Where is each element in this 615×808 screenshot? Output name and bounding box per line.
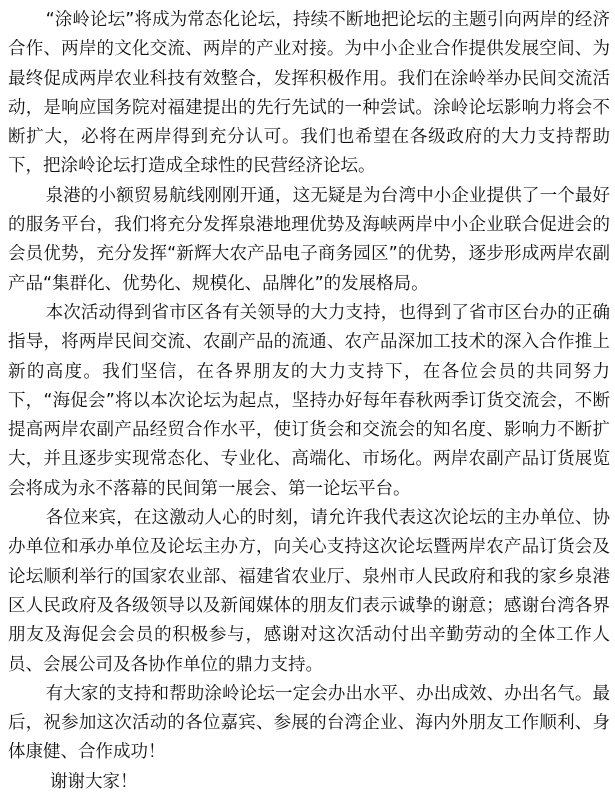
document-body — [8, 6, 610, 797]
paragraph-event-support: 本次活动得到省市区各有关领导的大力支持，也得到了省市区台办的正确指导，将两岸民间交流、农副产品的流通、农产品深加工技术的深入合作推上新的高度。我们坚信，在各界朋友的大力支持下，在各位会员的共同努力下，“海促会”将以本次论坛为起点，坚持办好每年春秋两季订货交流会，不断提高两岸农副产品经贸合作水平，使订货会和交流会的知名度、影响力不断扩大，并且逐步实现常态化、专业化、高端化、市场化。两岸农副产品订货展览会将成为永不落幕的民间第一展会、第一论坛平台。 — [8, 302, 610, 499]
closing-thanks: 谢谢大家！ — [50, 771, 138, 792]
paragraph-closing-wishes: 有大家的支持和帮助涂岭论坛一定会办出水平、办出成效、办出名气。最后，祝参加这次活动的各位嘉宾、参展的台湾企业、海内外朋友工作顺利、身体康健、合作成功！ — [8, 683, 610, 763]
paragraph-acknowledgements: 各位来宾，在这激动人心的时刻，请允许我代表这次论坛的主办单位、协办单位和承办单位及论坛主办方，向关心支持这次论坛暨两岸农产品订货会及论坛顺利举行的国家农业部、福建省农业厅、泉州市人民政府和我的家乡泉港区人民政府及各级领导以及新闻媒体的朋友们表示诚挚的谢意；感谢台湾各界朋友及海促会会员的积极参与，感谢对这次活动付出辛勤劳动的全体工作人员、会展公司及各协作单位的鼎力支持。 — [8, 508, 610, 675]
paragraph-trade-route: 泉港的小额贸易航线刚刚开通，这无疑是为台湾中小企业提供了一个最好的服务平台，我们将充分发挥泉港地理优势及海峡两岸中小企业联合促进会的会员优势，充分发挥“新辉大农产品电子商务园区”的优势，逐步形成两岸农副产品“集群化、优势化、规模化、品牌化”的发展格局。 — [8, 185, 610, 294]
paragraph-forum-vision: “涂岭论坛”将成为常态化论坛，持续不断地把论坛的主题引向两岸的经济合作、两岸的文化交流、两岸的产业对接。为中小企业合作提供发展空间、为最终促成两岸农业科技有效整合，发挥积极作用。我们在涂岭举办民间交流活动，是响应国务院对福建提出的先行先试的一种尝试。涂岭论坛影响力将会不断扩大，必将在两岸得到充分认可。我们也希望在各级政府的大力支持帮助下，把涂岭论坛打造成全球性的民营经济论坛。 — [8, 10, 610, 177]
